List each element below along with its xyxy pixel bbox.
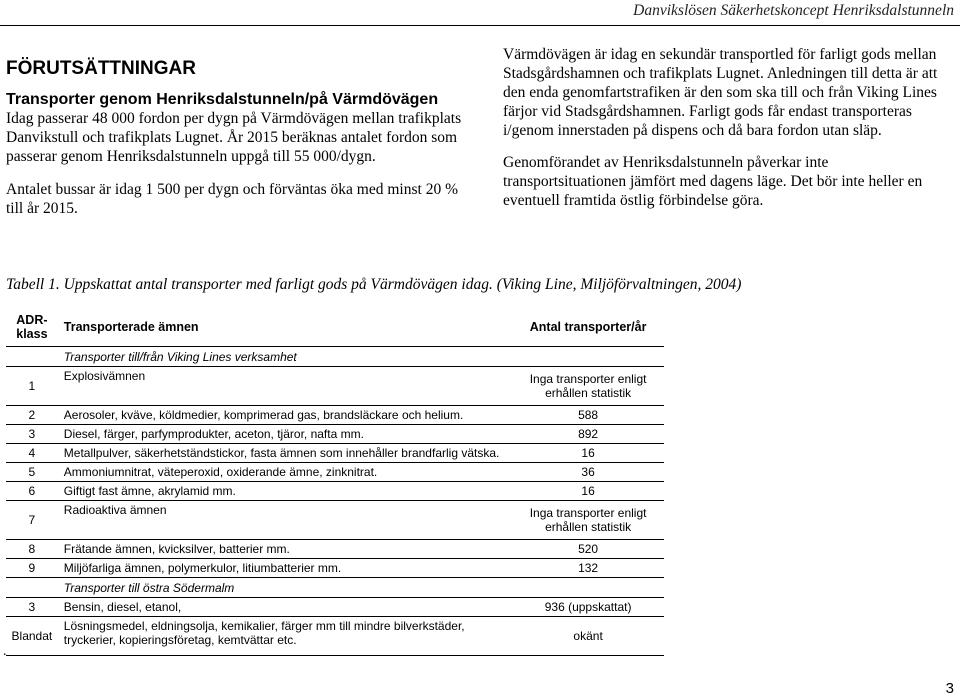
right-paragraph-2: Genomförandet av Henriksdalstunneln påverkar inte transportsituationen jämfört med dagens läge. Det bör inte heller en eventuell framtida östlig förbindelse göra. — [503, 154, 923, 209]
left-paragraph-2: Antalet bussar är idag 1 500 per dygn och förväntas öka med minst 20 % till år 2015. — [6, 181, 458, 217]
table-row: 3 Bensin, diesel, etanol, 936 (uppskattat) — [6, 598, 664, 617]
page-number: 3 — [945, 680, 954, 697]
header-adr-class: ADR-klass — [6, 308, 58, 347]
table-row: 2 Aerosoler, kväve, köldmedier, komprimerad gas, brandsläckare och helium. 588 — [6, 406, 664, 425]
group-row-viking-line — [6, 347, 664, 367]
table-caption: Tabell 1. Uppskattat antal transporter med farligt gods på Värmdövägen idag. (Viking Line, Miljöförvaltningen, 2004) — [6, 276, 742, 293]
group-row-sodermalm — [6, 578, 664, 598]
header-rule — [0, 25, 960, 26]
header-count: Antal transporter/år — [512, 308, 664, 347]
running-header: Danvikslösen Säkerhetskoncept Henriksdalstunneln — [633, 2, 954, 19]
table-row: 8 Frätande ämnen, kvicksilver, batterier mm. 520 — [6, 540, 664, 559]
table-row: 9 Miljöfarliga ämnen, polymerkulor, litiumbatterier mm. 132 — [6, 559, 664, 578]
section-title: FÖRUTSÄTTNINGAR — [6, 58, 196, 79]
table-row: 5 Ammoniumnitrat, väteperoxid, oxiderande ämne, zinknitrat. 36 — [6, 463, 664, 482]
header-substances: Transporterade ämnen — [58, 308, 512, 347]
left-column — [6, 58, 476, 218]
table-row: 7 Radioaktiva ämnen Inga transporter enligt erhållen statistik — [6, 501, 664, 540]
table-row: Blandat Lösningsmedel, eldningsolja, kemikalier, färger mm till mindre bilverkstäder, tryckerier, kopieringsföretag, kemtvättar etc. okänt — [6, 617, 664, 656]
subheading: Transporter genom Henriksdalstunneln/på Värmdövägen — [6, 91, 439, 108]
right-column — [503, 45, 955, 223]
table-row: 4 Metallpulver, säkerhetständstickor, fasta ämnen som innehåller brandfarlig vätska. 16 — [6, 444, 664, 463]
table-row: 6 Giftigt fast ämne, akrylamid mm. 16 — [6, 482, 664, 501]
group-label: Transporter till östra Södermalm — [58, 578, 512, 598]
group-label: Transporter till/från Viking Lines verksamhet — [63, 349, 297, 364]
dangerous-goods-table — [6, 308, 664, 656]
table-header-row — [6, 308, 664, 347]
left-paragraph-1: Idag passerar 48 000 fordon per dygn på Värmdövägen mellan trafikplats Danvikstull och trafikplats Lugnet. År 2015 beräknas antalet fordon som passerar genom Henriksdalstunneln uppgå till 55 000/dygn. — [6, 110, 462, 165]
table-row: 1 Explosivämnen Inga transporter enligt erhållen statistik — [6, 367, 664, 406]
stray-mark: . — [3, 644, 7, 659]
right-paragraph-1: Värmdövägen är idag en sekundär transportled för farligt gods mellan Stadsgårdshamnen och trafikplats Lugnet. Anledningen till detta är att den enda genomfartstrafiken är den som ska till och från Viking Lines färjor vid Stadsgårdshamnen. Farligt gods får endast transporteras i/genom innerstaden på dispens och då bara fordon utan släp. — [503, 46, 938, 139]
table-row: 3 Diesel, färger, parfymprodukter, aceton, tjäror, nafta mm. 892 — [6, 425, 664, 444]
